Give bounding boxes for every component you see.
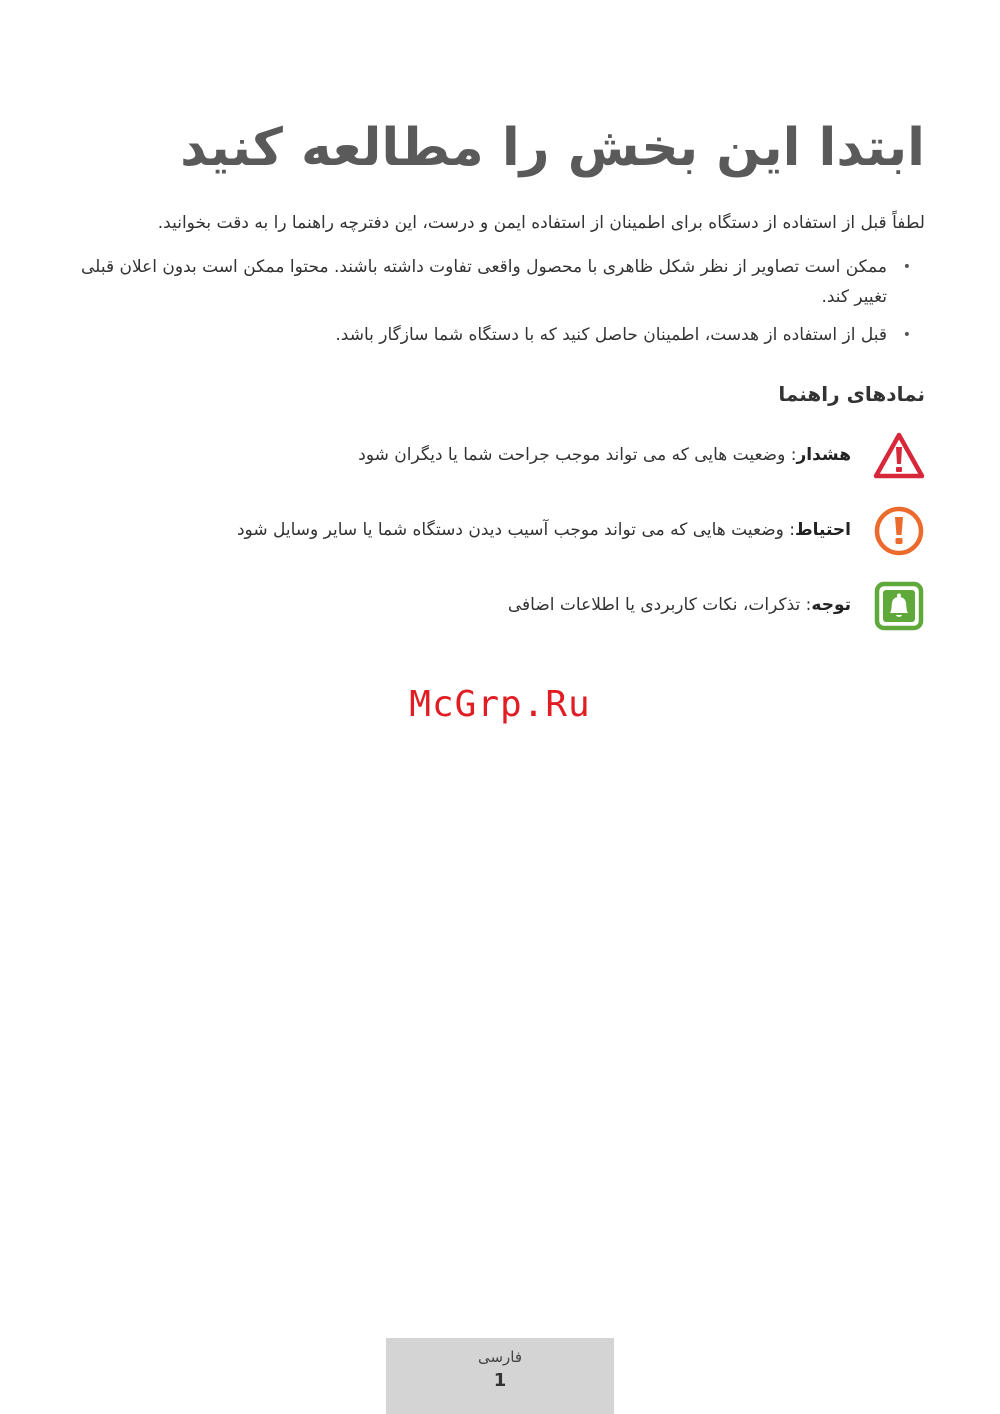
page-title: ابتدا این بخش را مطالعه کنید [180,118,925,178]
bullet-text: قبل از استفاده از هدست، اطمینان حاصل کنید که با دستگاه شما سازگار باشد. [335,325,887,345]
symbol-description [358,440,851,470]
bullet-marker: • [902,327,911,343]
symbol-row-warning [185,430,925,482]
footer-language: فارسی [477,1348,523,1366]
bullet-marker: • [902,259,911,275]
symbol-text: تذکرات، نکات کاربردی یا اطلاعات اضافی [507,595,801,615]
symbol-description [237,515,851,545]
intro-paragraph: لطفاً قبل از استفاده از دستگاه برای اطمینان از استفاده ایمن و درست، این دفترچه راهنما را به دقت بخوانید. [157,213,925,233]
warning-triangle-icon [873,430,925,482]
symbol-label: هشدار [796,445,851,465]
list-item [75,252,925,312]
watermark: McGrp.Ru [409,684,591,725]
symbol-separator: : [800,595,812,615]
section-heading: نمادهای راهنما [778,382,925,406]
bell-note-icon [873,580,925,632]
page-number: 1 [493,1370,507,1391]
symbol-label: احتیاط [795,520,851,540]
symbol-description [508,590,851,620]
list-item [75,320,925,350]
symbol-row-note [185,580,925,632]
symbol-text: وضعیت هایی که می تواند موجب آسیب دیدن دستگاه شما یا سایر وسایل شود [236,520,784,540]
symbol-label: توجه [811,595,851,615]
symbol-text: وضعیت هایی که می تواند موجب جراحت شما یا دیگران شود [358,445,786,465]
page-footer [386,1338,614,1414]
symbol-separator: : [783,520,795,540]
caution-circle-icon [873,505,925,557]
bullet-text: ممکن است تصاویر از نظر شکل ظاهری با محصول واقعی تفاوت داشته باشند. محتوا ممکن است بدون اعلان قبلی تغییر کند. [81,257,887,307]
symbol-separator: : [785,445,797,465]
symbol-row-caution [185,505,925,557]
bullet-list [75,252,925,358]
